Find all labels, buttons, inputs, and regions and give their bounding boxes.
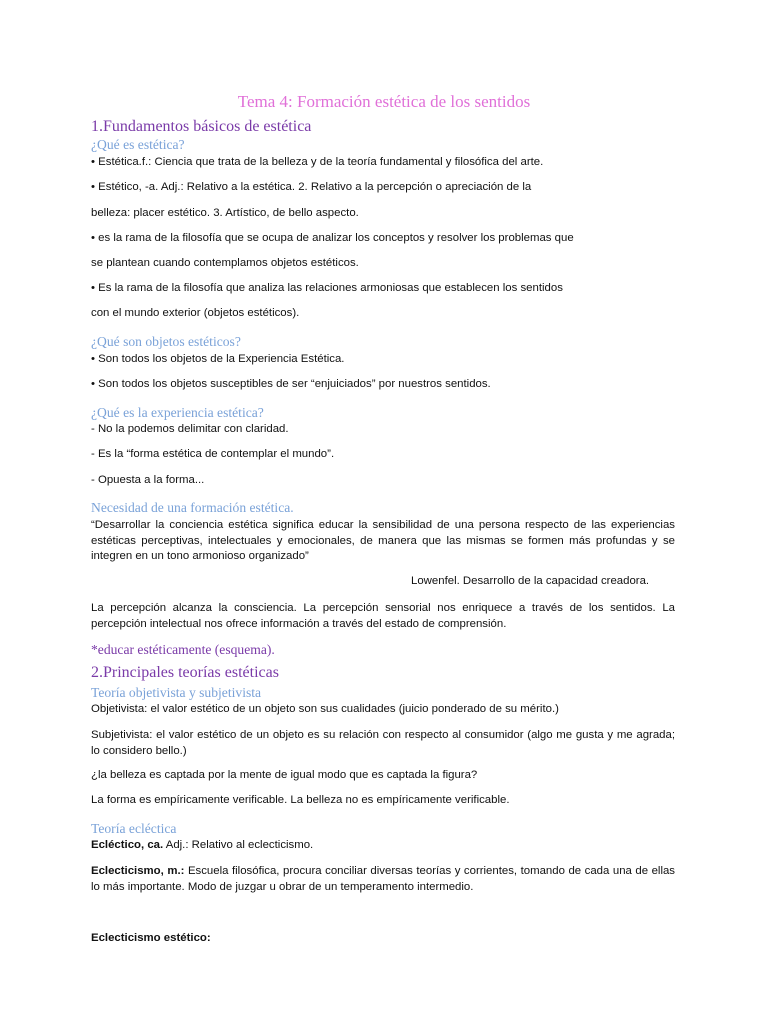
page-title: Tema 4: Formación estética de los sentidos bbox=[237, 92, 531, 111]
subheading-teoria-eclectica: Teoría ecléctica bbox=[91, 821, 177, 836]
question-line: ¿la belleza es captada por la mente de igual modo que es captada la figura? bbox=[91, 769, 478, 781]
paragraph-line: - No la podemos delimitar con claridad. bbox=[91, 423, 289, 435]
subheading-que-es-estetica: ¿Qué es estética? bbox=[91, 137, 185, 152]
subjetivista-paragraph: Subjetivista: el valor estético de un objeto es su relación con respecto al consumidor (algo me gusta y me agrada; lo considero bello.) bbox=[91, 729, 675, 757]
paragraph-line: con el mundo exterior (objetos estéticos). bbox=[91, 307, 300, 319]
paragraph-line: - Es la “forma estética de contemplar el mundo”. bbox=[91, 448, 335, 460]
paragraph-line: • Estética.f.: Ciencia que trata de la belleza y de la teoría fundamental y filosófica del arte. bbox=[91, 156, 544, 168]
eclecticismo-definition bbox=[91, 864, 675, 895]
educar-esteticamente-link: *educar estéticamente (esquema). bbox=[91, 642, 275, 657]
eclectico-term: Ecléctico, ca. bbox=[91, 839, 164, 851]
subheading-objetos-esteticos: ¿Qué son objetos estéticos? bbox=[91, 334, 241, 349]
paragraph-line: • Son todos los objetos de la Experiencia Estética. bbox=[91, 353, 345, 365]
paragraph-line: • Es la rama de la filosofía que analiza las relaciones armoniosas que establecen los sentidos bbox=[91, 282, 563, 294]
paragraph-line: se plantean cuando contemplamos objetos estéticos. bbox=[91, 257, 359, 269]
eclecticismo-estetico-term: Eclecticismo estético: bbox=[91, 932, 211, 944]
paragraph-line: belleza: placer estético. 3. Artístico, de bello aspecto. bbox=[91, 207, 359, 219]
quote-paragraph: “Desarrollar la conciencia estética significa educar la sensibilidad de una persona respecto de las experiencias estéticas perceptivas, intelectuales y emocionales, de manera que las mismas se formen más profundas y se integren en un tono armonioso organizado” bbox=[91, 519, 675, 562]
objetivista-line: Objetivista: el valor estético de un objeto son sus cualidades (juicio ponderado de su mérito.) bbox=[91, 703, 559, 715]
subheading-objetivista-subjetivista: Teoría objetivista y subjetivista bbox=[91, 685, 262, 700]
section-heading-fundamentos: 1.Fundamentos básicos de estética bbox=[91, 118, 312, 135]
percepcion-paragraph: La percepción alcanza la consciencia. La percepción sensorial nos enriquece a través de los sentidos. La percepción intelectual nos ofrece información a través del estado de comprensión. bbox=[91, 602, 675, 630]
quote-attribution: Lowenfel. Desarrollo de la capacidad creadora. bbox=[411, 575, 650, 587]
paragraph-line: • Estético, -a. Adj.: Relativo a la estética. 2. Relativo a la percepción o apreciación de la bbox=[91, 181, 532, 193]
subheading-necesidad-formacion: Necesidad de una formación estética. bbox=[91, 500, 294, 515]
subheading-experiencia-estetica: ¿Qué es la experiencia estética? bbox=[91, 405, 264, 420]
paragraph-line: • Son todos los objetos susceptibles de ser “enjuiciados” por nuestros sentidos. bbox=[91, 378, 491, 390]
paragraph-line: • es la rama de la filosofía que se ocupa de analizar los conceptos y resolver los problemas que bbox=[91, 232, 574, 244]
eclecticismo-term: Eclecticismo, m.: bbox=[91, 865, 185, 877]
forma-line: La forma es empíricamente verificable. La belleza no es empíricamente verificable. bbox=[91, 794, 510, 806]
eclectico-definition bbox=[91, 838, 313, 853]
eclecticismo-estetico-label bbox=[91, 931, 211, 946]
eclectico-def: Adj.: Relativo al eclecticismo. bbox=[163, 839, 314, 851]
eclecticismo-def: Escuela filosófica, procura conciliar diversas teorías y corrientes, tomando de cada una de ellas lo más importante. Modo de juzgar u obrar de un temperamento intermedio. bbox=[91, 865, 676, 893]
section-heading-teorias: 2.Principales teorías estéticas bbox=[91, 664, 279, 681]
paragraph-line: - Opuesta a la forma... bbox=[91, 474, 205, 486]
